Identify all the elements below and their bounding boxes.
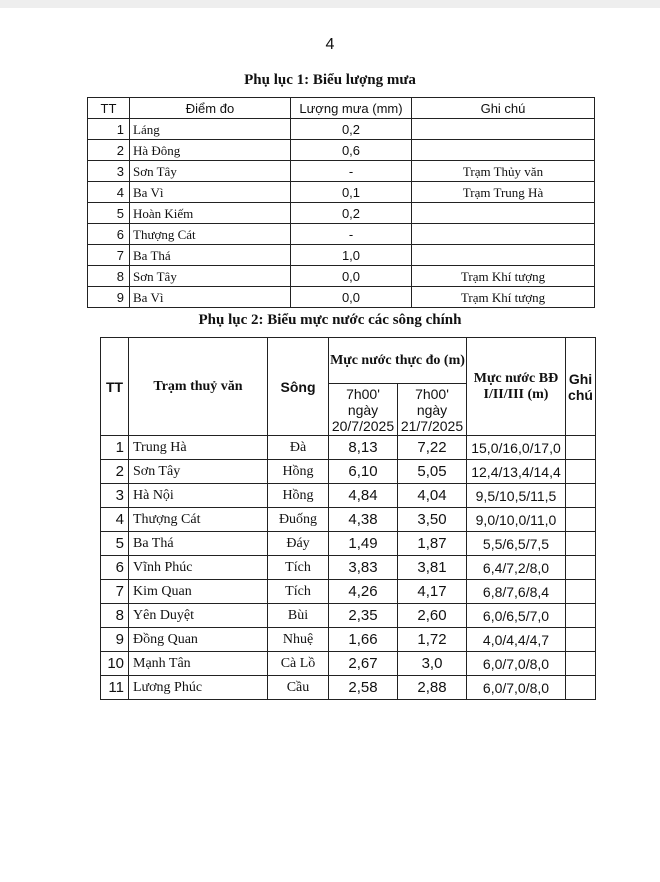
cell-level-2: 2,60 [398, 604, 467, 628]
cell-note [566, 484, 596, 508]
cell-point: Ba Thá [130, 245, 291, 266]
cell-note [566, 652, 596, 676]
cell-rain: - [291, 224, 412, 245]
cell-note [566, 508, 596, 532]
cell-rain: 0,6 [291, 140, 412, 161]
cell-level-2: 4,04 [398, 484, 467, 508]
cell-rain: 0,2 [291, 203, 412, 224]
table-row [88, 161, 595, 182]
cell-tt: 2 [101, 460, 129, 484]
cell-point: Thượng Cát [130, 224, 291, 245]
cell-station: Hà Nội [129, 484, 268, 508]
cell-level-2: 3,50 [398, 508, 467, 532]
cell-river: Nhuệ [268, 628, 329, 652]
table-row [88, 140, 595, 161]
cell-level-1: 4,84 [329, 484, 398, 508]
col-header-bd: Mực nước BĐ I/II/III (m) [467, 338, 566, 436]
cell-tt: 1 [101, 436, 129, 460]
table-row [101, 484, 596, 508]
cell-rain: 1,0 [291, 245, 412, 266]
table2-title [0, 312, 660, 329]
col-header-date-2: 7h00' ngày 21/7/2025 [398, 384, 467, 436]
cell-bd: 6,0/6,5/7,0 [467, 604, 566, 628]
cell-rain: - [291, 161, 412, 182]
cell-level-1: 3,83 [329, 556, 398, 580]
col-header-note: Ghi chú [412, 98, 595, 119]
cell-note: Trạm Trung Hà [412, 182, 595, 203]
cell-station: Đồng Quan [129, 628, 268, 652]
cell-tt: 1 [88, 119, 130, 140]
table-row [101, 532, 596, 556]
cell-river: Hồng [268, 484, 329, 508]
cell-note [412, 224, 595, 245]
cell-river: Cà Lồ [268, 652, 329, 676]
table-row [101, 556, 596, 580]
cell-level-1: 1,66 [329, 628, 398, 652]
table-row [101, 604, 596, 628]
cell-tt: 4 [88, 182, 130, 203]
cell-bd: 6,4/7,2/8,0 [467, 556, 566, 580]
table-row [88, 245, 595, 266]
col-header-tt: TT [88, 98, 130, 119]
cell-rain: 0,1 [291, 182, 412, 203]
cell-river: Hồng [268, 460, 329, 484]
cell-level-2: 3,81 [398, 556, 467, 580]
cell-point: Sơn Tây [130, 161, 291, 182]
water-level-table-body [101, 436, 596, 700]
cell-level-1: 8,13 [329, 436, 398, 460]
col-header-tt: TT [101, 338, 129, 436]
page-number: 4 [325, 36, 335, 53]
cell-tt: 5 [88, 203, 130, 224]
cell-note [566, 460, 596, 484]
table-header-row [88, 98, 595, 119]
cell-note [566, 628, 596, 652]
rainfall-table [87, 97, 595, 308]
cell-level-1: 1,49 [329, 532, 398, 556]
cell-river: Cầu [268, 676, 329, 700]
cell-river: Tích [268, 556, 329, 580]
cell-level-2: 2,88 [398, 676, 467, 700]
water-level-table [100, 337, 596, 700]
cell-note [412, 140, 595, 161]
cell-tt: 7 [101, 580, 129, 604]
cell-station: Mạnh Tân [129, 652, 268, 676]
cell-tt: 6 [101, 556, 129, 580]
top-bar [0, 0, 660, 8]
cell-tt: 2 [88, 140, 130, 161]
col-header-rain: Lượng mưa (mm) [291, 98, 412, 119]
cell-bd: 6,0/7,0/8,0 [467, 676, 566, 700]
table-row [88, 224, 595, 245]
cell-bd: 9,5/10,5/11,5 [467, 484, 566, 508]
col-header-measured: Mực nước thực đo (m) [329, 338, 467, 384]
cell-tt: 4 [101, 508, 129, 532]
cell-river: Đáy [268, 532, 329, 556]
cell-tt: 11 [101, 676, 129, 700]
cell-tt: 8 [101, 604, 129, 628]
cell-tt: 8 [88, 266, 130, 287]
cell-level-1: 4,26 [329, 580, 398, 604]
cell-point: Hoàn Kiếm [130, 203, 291, 224]
cell-rain: 0,2 [291, 119, 412, 140]
table-row [101, 508, 596, 532]
table-row [88, 182, 595, 203]
table-row [101, 652, 596, 676]
cell-level-2: 1,72 [398, 628, 467, 652]
table1-title: Phụ lục 1: Biểu lượng mưa [244, 72, 416, 88]
table-row [101, 580, 596, 604]
cell-level-1: 2,35 [329, 604, 398, 628]
cell-tt: 9 [101, 628, 129, 652]
col-header-note: Ghi chú [566, 338, 596, 436]
cell-level-1: 2,67 [329, 652, 398, 676]
cell-note [566, 676, 596, 700]
cell-tt: 7 [88, 245, 130, 266]
cell-note [566, 532, 596, 556]
table-row [88, 203, 595, 224]
table-row [88, 266, 595, 287]
col-header-river: Sông [268, 338, 329, 436]
cell-point: Ba Vì [130, 182, 291, 203]
col-header-station: Trạm thuỷ văn [129, 338, 268, 436]
cell-station: Thượng Cát [129, 508, 268, 532]
cell-bd: 4,0/4,4/4,7 [467, 628, 566, 652]
cell-note [412, 119, 595, 140]
cell-bd: 6,8/7,6/8,4 [467, 580, 566, 604]
cell-level-1: 6,10 [329, 460, 398, 484]
cell-rain: 0,0 [291, 266, 412, 287]
rainfall-table-body [88, 119, 595, 308]
cell-bd: 15,0/16,0/17,0 [467, 436, 566, 460]
cell-level-1: 4,38 [329, 508, 398, 532]
col-header-point: Điểm đo [130, 98, 291, 119]
cell-tt: 3 [88, 161, 130, 182]
cell-station: Vĩnh Phúc [129, 556, 268, 580]
cell-bd: 9,0/10,0/11,0 [467, 508, 566, 532]
col-header-date-1: 7h00' ngày 20/7/2025 [329, 384, 398, 436]
cell-station: Trung Hà [129, 436, 268, 460]
table2-title-text: Phụ lục 2: Biểu mực nước các sông chính [198, 312, 462, 328]
cell-point: Láng [130, 119, 291, 140]
cell-level-2: 3,0 [398, 652, 467, 676]
cell-tt: 9 [88, 287, 130, 308]
cell-tt: 5 [101, 532, 129, 556]
cell-bd: 12,4/13,4/14,4 [467, 460, 566, 484]
cell-level-1: 2,58 [329, 676, 398, 700]
cell-station: Yên Duyệt [129, 604, 268, 628]
cell-note [412, 245, 595, 266]
cell-tt: 10 [101, 652, 129, 676]
table-row [101, 460, 596, 484]
table-row [88, 287, 595, 308]
cell-tt: 3 [101, 484, 129, 508]
cell-point: Ba Vì [130, 287, 291, 308]
cell-note [566, 436, 596, 460]
cell-bd: 6,0/7,0/8,0 [467, 652, 566, 676]
table-row [101, 436, 596, 460]
cell-station: Kim Quan [129, 580, 268, 604]
cell-level-2: 5,05 [398, 460, 467, 484]
cell-river: Đà [268, 436, 329, 460]
cell-bd: 5,5/6,5/7,5 [467, 532, 566, 556]
cell-river: Đuống [268, 508, 329, 532]
cell-note: Trạm Thủy văn [412, 161, 595, 182]
cell-note [566, 556, 596, 580]
cell-station: Ba Thá [129, 532, 268, 556]
cell-river: Bùi [268, 604, 329, 628]
table-row [88, 119, 595, 140]
cell-note: Trạm Khí tượng [412, 266, 595, 287]
cell-note [566, 580, 596, 604]
cell-level-2: 7,22 [398, 436, 467, 460]
table-row [101, 628, 596, 652]
table-row [101, 676, 596, 700]
cell-rain: 0,0 [291, 287, 412, 308]
cell-point: Hà Đông [130, 140, 291, 161]
cell-level-2: 4,17 [398, 580, 467, 604]
cell-station: Sơn Tây [129, 460, 268, 484]
cell-note: Trạm Khí tượng [412, 287, 595, 308]
cell-level-2: 1,87 [398, 532, 467, 556]
cell-station: Lương Phúc [129, 676, 268, 700]
cell-point: Sơn Tây [130, 266, 291, 287]
cell-river: Tích [268, 580, 329, 604]
table-header-row [101, 338, 596, 384]
cell-note [412, 203, 595, 224]
cell-note [566, 604, 596, 628]
cell-tt: 6 [88, 224, 130, 245]
